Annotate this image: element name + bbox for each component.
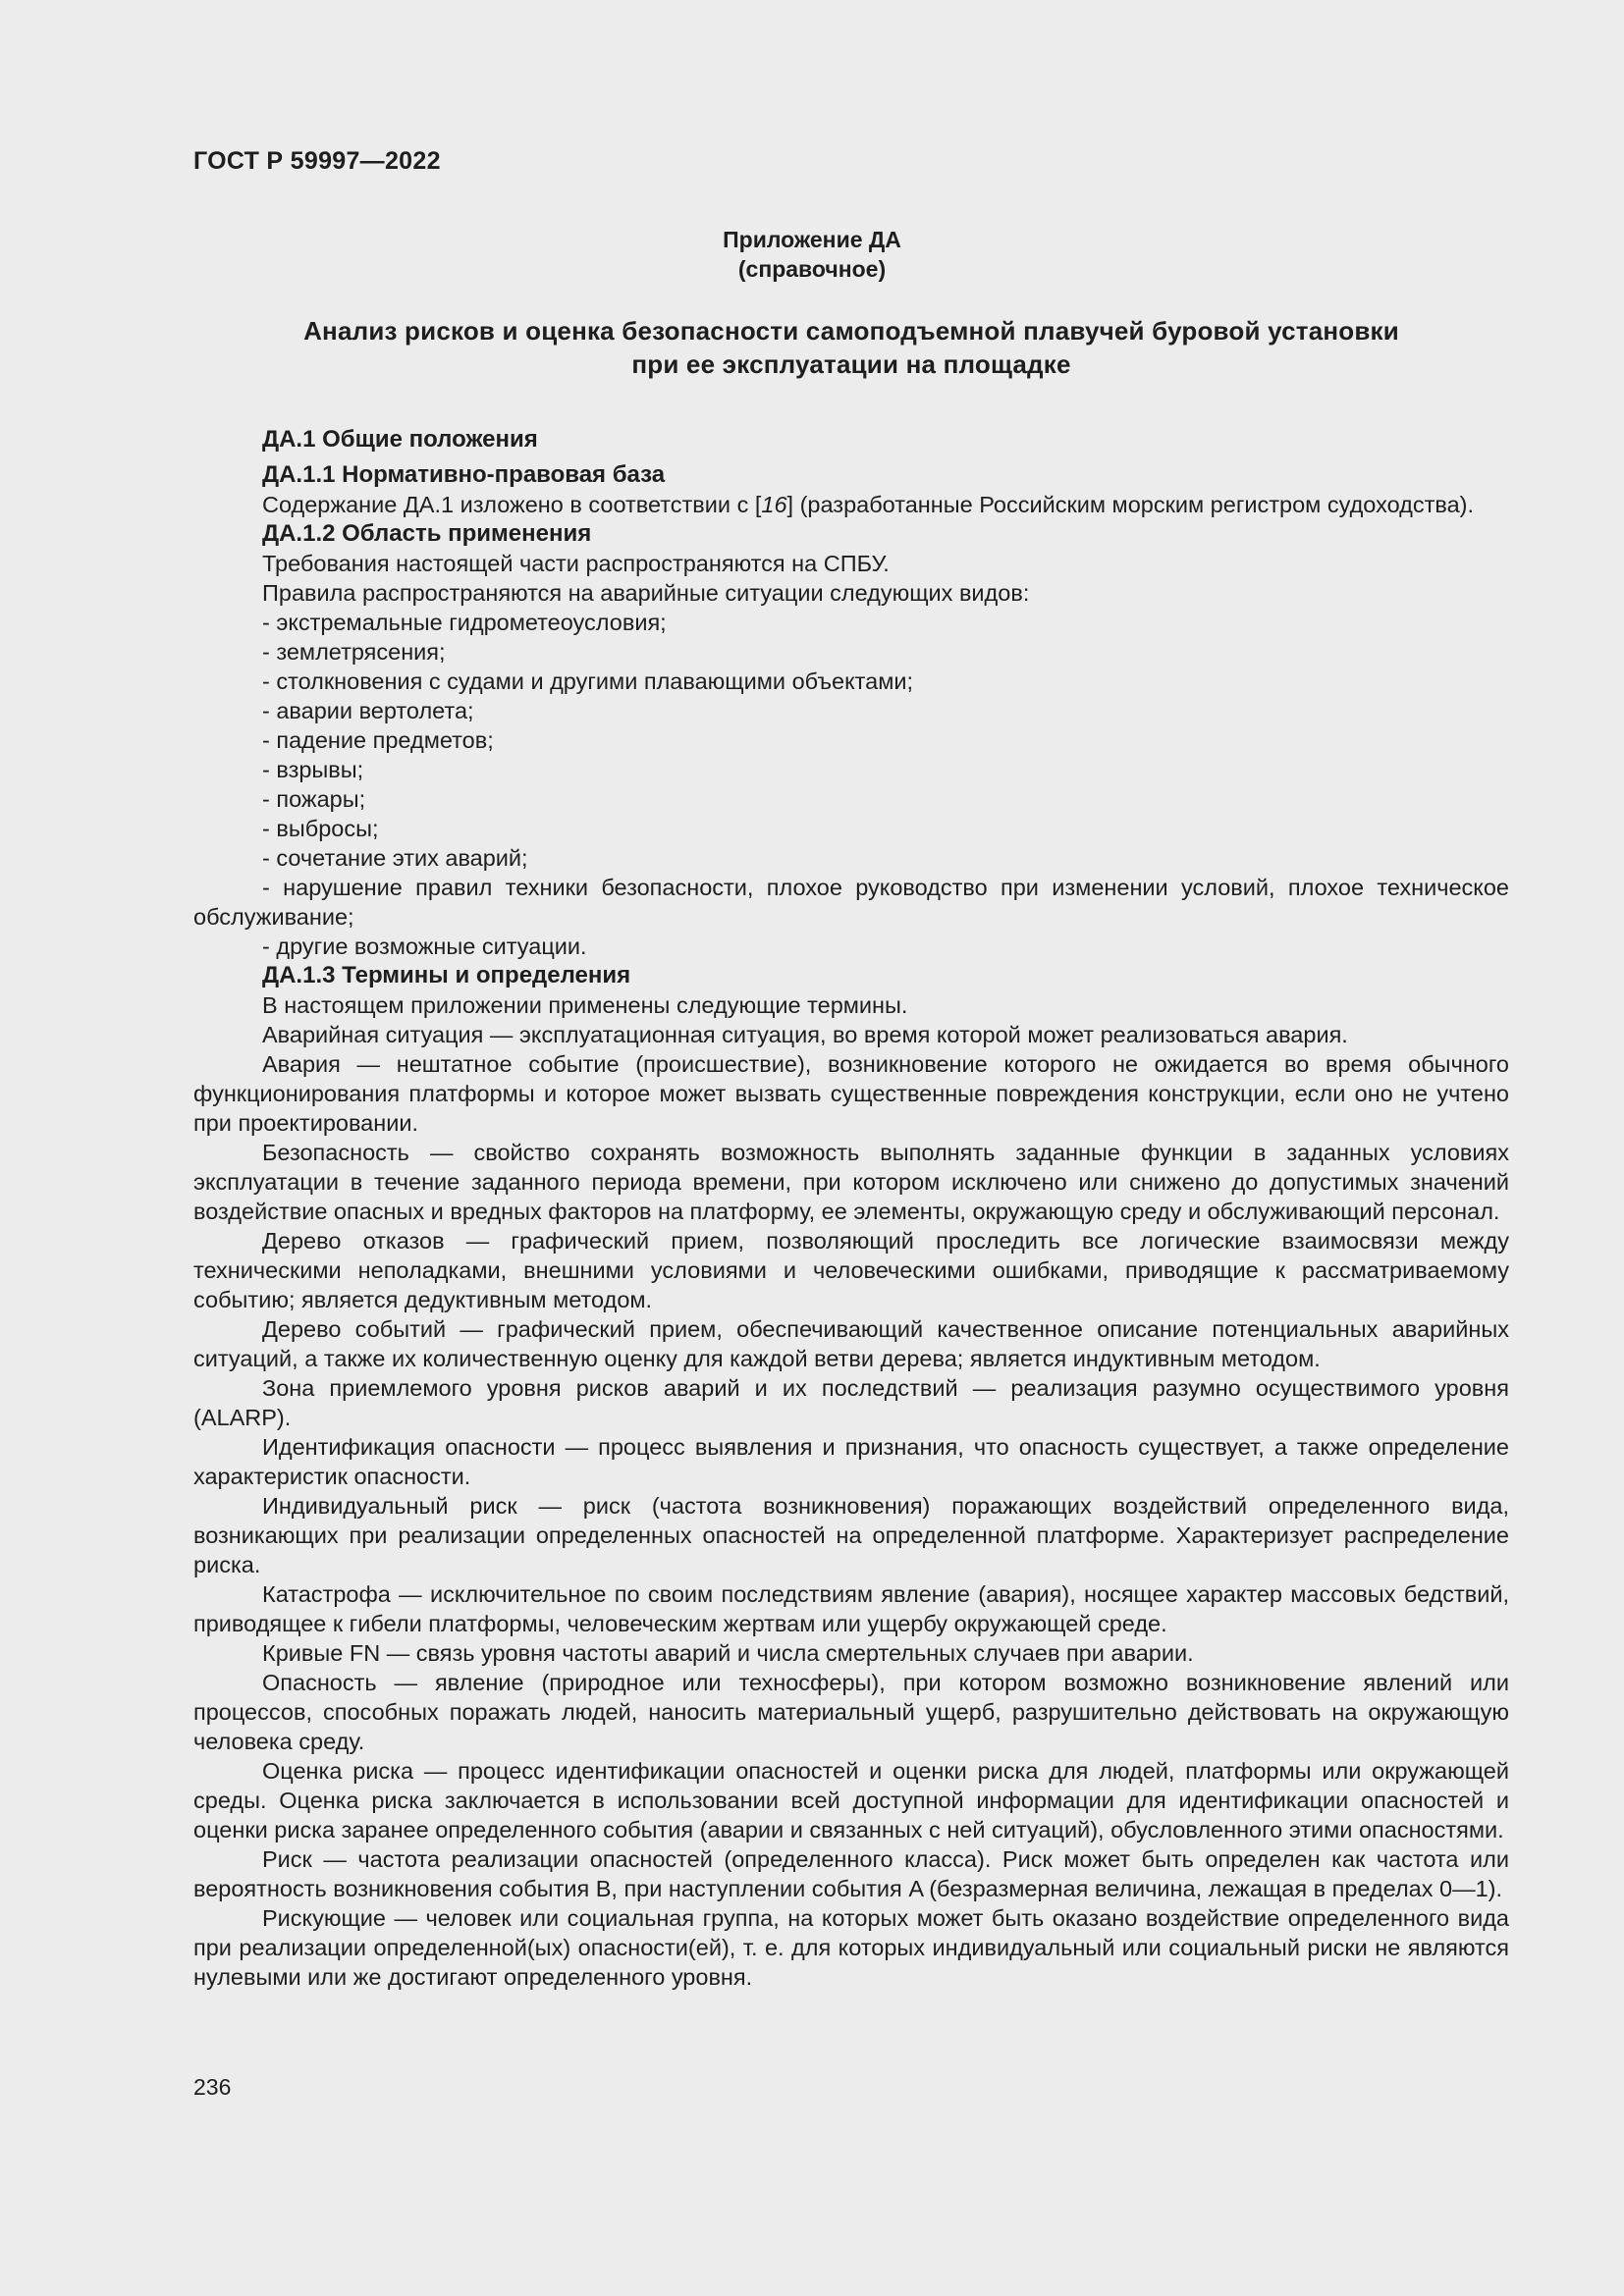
scope-list-item: - другие возможные ситуации. <box>262 934 587 959</box>
term-paragraph: Дерево отказов — графический прием, позволяющий проследить все логические взаимосвязи между техническими неполадками, внешними условиями и человеческими ошибками, приводящие к рассматриваемому событию; является дедуктивным методом. <box>193 1228 1509 1312</box>
scope-list-item: - пожары; <box>262 786 366 812</box>
scope-list-item: - нарушение правил техники безопасности, плохое руководство при изменении условий, плохое техническое обслуживание; <box>193 875 1509 930</box>
page-title-line-1: Анализ рисков и оценка безопасности самоподъемной плавучей буровой установки <box>303 316 1399 346</box>
scope-list-item: - выбросы; <box>262 816 379 841</box>
term-paragraph: Опасность — явление (природное или техносферы), при котором возможно возникновение явлений или процессов, способных поражать людей, наносить материальный ущерб, разрушительно действовать на окружающую человека среду. <box>193 1670 1509 1754</box>
term-paragraph: В настоящем приложении применены следующие термины. <box>262 992 908 1018</box>
scope-line: Правила распространяются на аварийные ситуации следующих видов: <box>262 580 1030 606</box>
page-title <box>193 314 1509 381</box>
scope-list-item: - сочетание этих аварий; <box>262 845 528 871</box>
term-paragraph: Авария — нештатное событие (происшествие), возникновение которого не ожидается во время обычного функционирования платформы и которое может вызвать существенные повреждения конструкции, если оно не учтено при проектировании. <box>193 1051 1509 1136</box>
term-paragraph: Катастрофа — исключительное по своим последствиям явление (авария), носящее характер массовых бедствий, приводящее к гибели платформы, человеческим жертвам или ущербу окружающей среде. <box>193 1581 1509 1636</box>
paragraph-legal-basis <box>193 490 1509 519</box>
scope-list-item: - экстремальные гидрометеоусловия; <box>262 610 667 635</box>
term-paragraph: Риск — частота реализации опасностей (определенного класса). Риск может быть определен как частота или вероятность возникновения события B, при наступлении события A (безразмерная величина, лежащая в пределах 0—1). <box>193 1846 1509 1901</box>
appendix-heading <box>0 225 1624 284</box>
appendix-title: Приложение ДА <box>723 227 901 252</box>
term-paragraph: Оценка риска — процесс идентификации опасностей и оценки риска для людей, платформы или окружающей среды. Оценка риска заключается в использовании всей доступной информации для идентификации опасностей и оценки риска заранее определенного события (аварии и связанных с ней ситуаций), обусловленного этими опасностями. <box>193 1758 1509 1842</box>
term-paragraph: Безопасность — свойство сохранять возможность выполнять заданные функции в заданных условиях эксплуатации в течение заданного периода времени, при котором исключено или снижено до допустимых значений воздействие опасных и вредных факторов на платформу, ее элементы, окружающую среду и обслуживающий персонал. <box>193 1140 1509 1224</box>
section-heading-da1: ДА.1 Общие положения <box>262 426 538 453</box>
scope-list-item: - падение предметов; <box>262 727 494 753</box>
subsection-heading-da1-3: ДА.1.3 Термины и определения <box>262 962 631 988</box>
scope-line: Требования настоящей части распространяются на СПБУ. <box>262 551 890 576</box>
page-title-line-2: при ее эксплуатации на площадке <box>631 349 1071 379</box>
term-paragraph: Аварийная ситуация — эксплуатационная ситуация, во время которой может реализоваться авария. <box>262 1022 1348 1047</box>
scope-list-item: - аварии вертолета; <box>262 698 474 723</box>
scope-list-item: - столкновения с судами и другими плавающими объектами; <box>262 668 914 694</box>
reference-number: 16 <box>761 492 787 517</box>
term-paragraph: Идентификация опасности — процесс выявления и признания, что опасность существует, а также определение характеристик опасности. <box>193 1434 1509 1489</box>
term-paragraph: Дерево событий — графический прием, обеспечивающий качественное описание потенциальных аварийных ситуаций, а также их количественную оценку для каждой ветви дерева; является индуктивным методом. <box>193 1316 1509 1371</box>
scope-list-item: - взрывы; <box>262 757 364 782</box>
legal-basis-text-after: ] (разработанные Российским морским регистром судоходства). <box>786 492 1475 517</box>
scope-list-item: - землетрясения; <box>262 639 446 665</box>
term-paragraph: Рискующие — человек или социальная группа, на которых может быть оказано воздействие определенного вида при реализации определенной(ых) опасности(ей), т. е. для которых индивидуальный или социальный риски не являются нулевыми или же достигают определенного уровня. <box>193 1905 1509 1990</box>
legal-basis-text-before: Содержание ДА.1 изложено в соответствии с [ <box>262 492 762 517</box>
page-number: 236 <box>193 2074 232 2100</box>
appendix-subtitle: (справочное) <box>737 256 887 282</box>
term-paragraph: Индивидуальный риск — риск (частота возникновения) поражающих воздействий определенного вида, возникающих при реализации определенных опасностей на определенной платформе. Характеризует распределение риска. <box>193 1493 1509 1577</box>
term-paragraph: Зона приемлемого уровня рисков аварий и их последствий — реализация разумно осуществимого уровня (ALARP). <box>193 1375 1509 1430</box>
subsection-heading-da1-2: ДА.1.2 Область применения <box>262 520 592 547</box>
document-code-header: ГОСТ Р 59997—2022 <box>193 147 441 175</box>
document-body <box>193 425 1509 1992</box>
subsection-heading-da1-1: ДА.1.1 Нормативно-правовая база <box>262 461 666 488</box>
term-paragraph: Кривые FN — связь уровня частоты аварий и числа смертельных случаев при аварии. <box>262 1640 1194 1666</box>
